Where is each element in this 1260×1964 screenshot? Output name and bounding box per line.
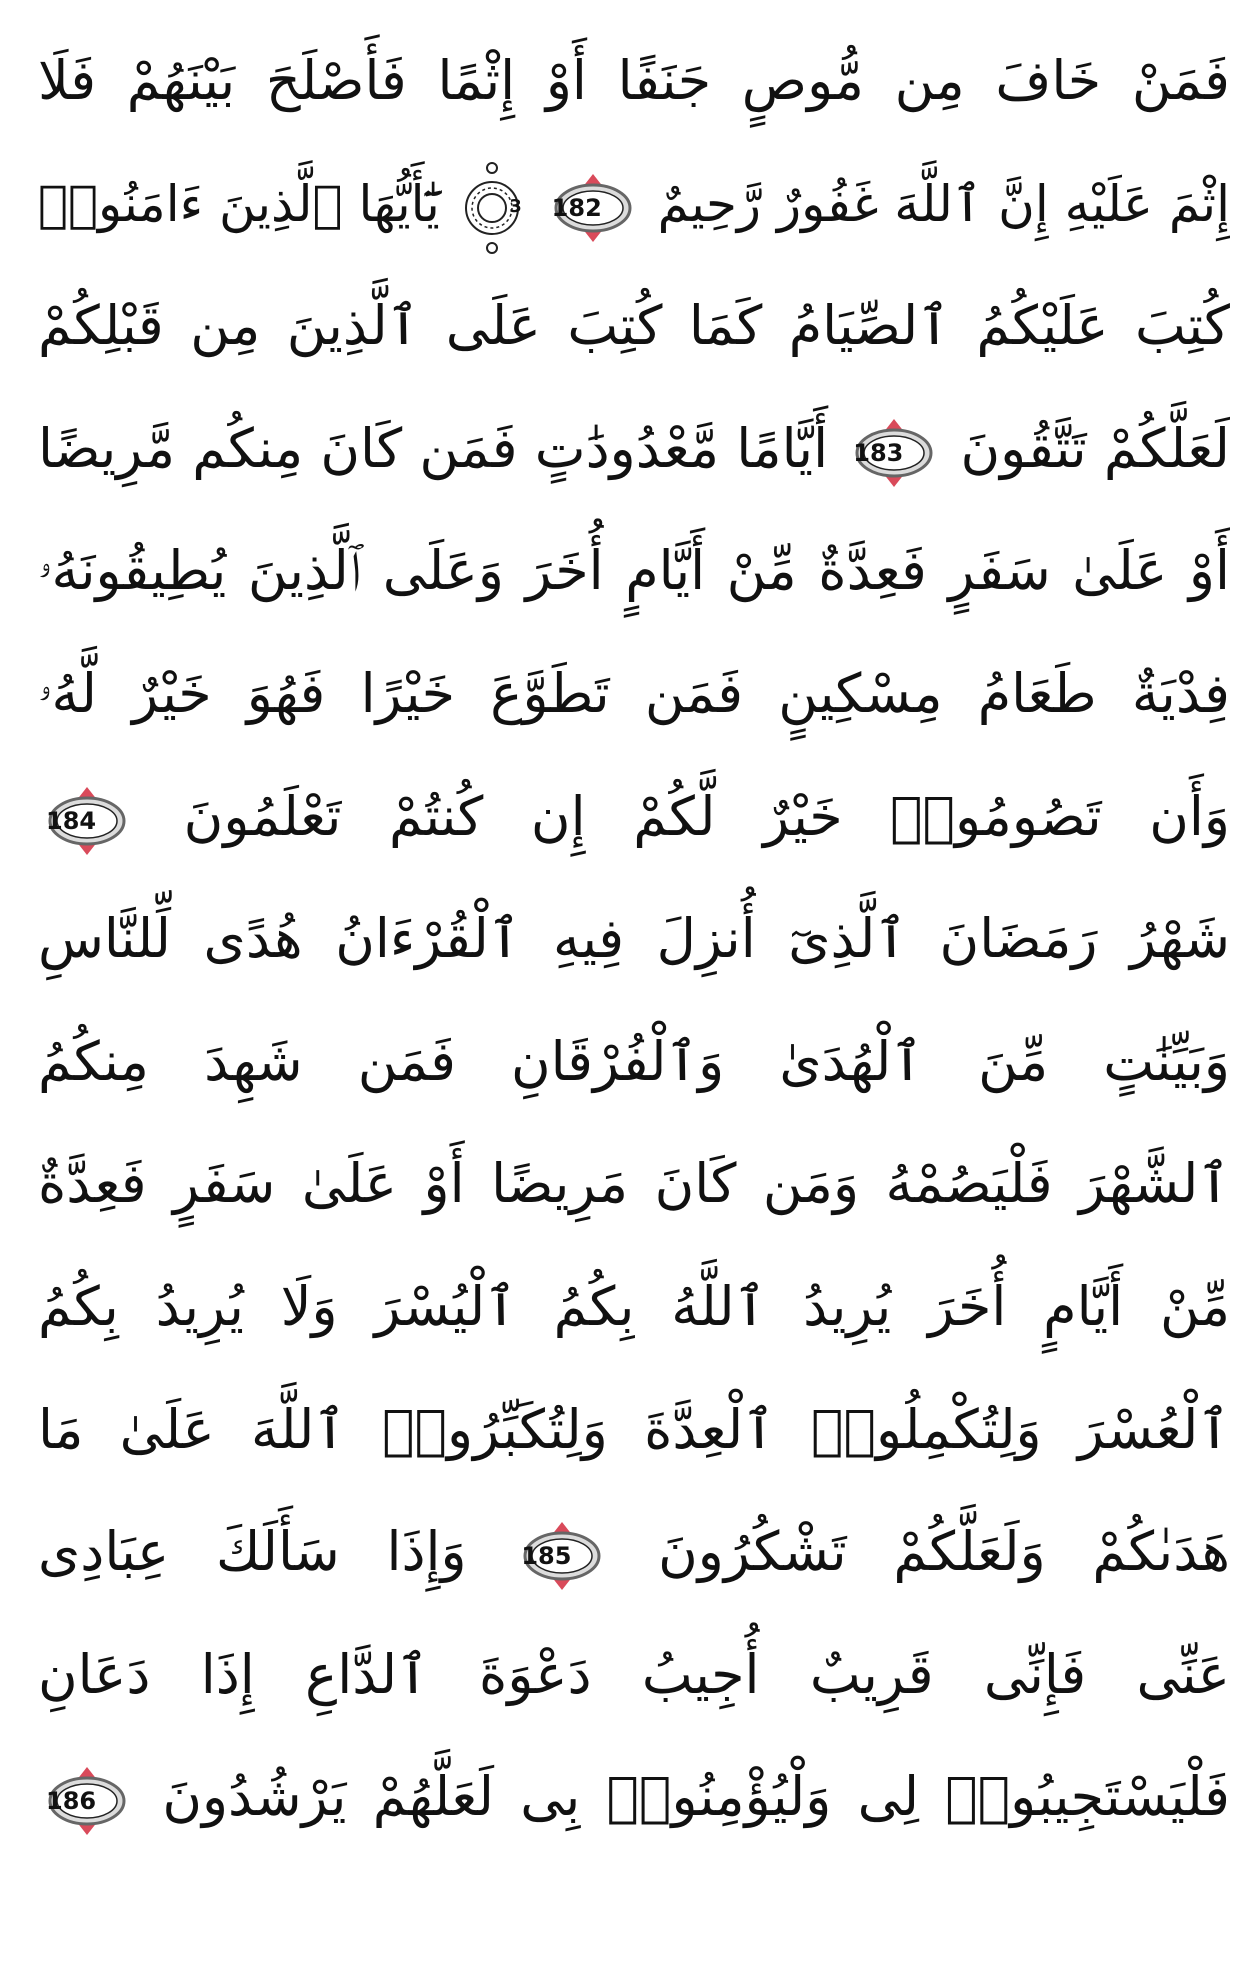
verse-text: شَهْرُ رَمَضَانَ ٱلَّذِىٓ أُنزِلَ فِيهِ ٱلْقُرْءَانُ هُدًى لِّلنَّاسِ (38, 907, 1230, 971)
quran-text-block (38, 20, 1230, 1859)
hizb-number: 3 (509, 195, 522, 217)
verse-text: ٱلشَّهْرَ فَلْيَصُمْهُ وَمَن كَانَ مَرِيضًا أَوْ عَلَىٰ سَفَرٍ فَعِدَّةٌ (38, 1152, 1230, 1216)
verse-text: فِدْيَةٌ طَعَامُ مِسْكِينٍ فَمَن تَطَوَّعَ خَيْرًا فَهُوَ خَيْرٌ لَّهُۥ (38, 661, 1230, 725)
text-line (38, 1246, 1230, 1369)
text-line (38, 1614, 1230, 1737)
verse-number: 186 (46, 1787, 97, 1816)
text-line (38, 1123, 1230, 1246)
verse-end-marker (521, 1520, 603, 1592)
verse-end-marker (853, 417, 935, 489)
verse-text: كُتِبَ عَلَيْكُمُ ٱلصِّيَامُ كَمَا كُتِبَ عَلَى ٱلَّذِينَ مِن قَبْلِكُمْ (38, 294, 1230, 358)
verse-number: 182 (551, 193, 602, 222)
text-line (38, 20, 1230, 143)
text-line (38, 878, 1230, 1001)
verse-end-marker (46, 785, 128, 857)
verse-text: إِثْمَ عَلَيْهِ إِنَّ ٱللَّهَ غَفُورٌ رَّحِيمٌ (657, 174, 1230, 233)
verse-text: فَمَنْ خَافَ مِن مُّوصٍ جَنَفًا أَوْ إِثْمًا فَأَصْلَحَ بَيْنَهُمْ فَلَا (38, 49, 1230, 112)
verse-text: وَإِذَا سَأَلَكَ عِبَادِى (38, 1520, 467, 1584)
verse-text: وَبَيِّنَٰتٍ مِّنَ ٱلْهُدَىٰ وَٱلْفُرْقَانِ فَمَن شَهِدَ مِنكُمُ (38, 1029, 1230, 1093)
hizb-bottom-finial (487, 243, 497, 253)
text-line (38, 143, 1230, 266)
verse-text: فَلْيَسْتَجِيبُوا۟ لِى وَلْيُؤْمِنُوا۟ بِى لَعَلَّهُمْ يَرْشُدُونَ (162, 1765, 1230, 1829)
text-line (38, 1001, 1230, 1124)
text-line (38, 1491, 1230, 1614)
verse-number: 185 (521, 1542, 572, 1571)
verse-end-marker (46, 1765, 128, 1837)
verse-text: مِّنْ أَيَّامٍ أُخَرَ يُرِيدُ ٱللَّهُ بِكُمُ ٱلْيُسْرَ وَلَا يُرِيدُ بِكُمُ (38, 1274, 1230, 1338)
text-line (38, 510, 1230, 633)
hizb-marker (462, 158, 522, 258)
text-line (38, 265, 1230, 388)
verse-text: هَدَىٰكُمْ وَلَعَلَّكُمْ تَشْكُرُونَ (658, 1520, 1230, 1584)
verse-text: يَٰٓأَيُّهَا ٱلَّذِينَ ءَامَنُوا۟ (38, 174, 440, 233)
text-line (38, 633, 1230, 756)
verse-number: 184 (46, 806, 97, 835)
verse-end-marker (552, 172, 634, 244)
verse-number: 183 (853, 438, 904, 467)
hizb-top-finial (487, 163, 497, 173)
verse-text: ٱلْعُسْرَ وَلِتُكْمِلُوا۟ ٱلْعِدَّةَ وَلِتُكَبِّرُوا۟ ٱللَّهَ عَلَىٰ مَا (38, 1397, 1230, 1461)
verse-text: أَوْ عَلَىٰ سَفَرٍ فَعِدَّةٌ مِّنْ أَيَّامٍ أُخَرَ وَعَلَى ٱلَّذِينَ يُطِيقُونَهُۥ (38, 539, 1230, 603)
text-line (38, 1736, 1230, 1859)
text-line (38, 1369, 1230, 1492)
verse-text: عَنِّى فَإِنِّى قَرِيبٌ أُجِيبُ دَعْوَةَ ٱلدَّاعِ إِذَا دَعَانِ (38, 1642, 1230, 1706)
verse-text: لَعَلَّكُمْ تَتَّقُونَ (960, 416, 1230, 480)
text-line (38, 756, 1230, 879)
verse-text: وَأَن تَصُومُوا۟ خَيْرٌ لَّكُمْ إِن كُنتُمْ تَعْلَمُونَ (183, 784, 1230, 848)
text-line (38, 388, 1230, 511)
verse-text: أَيَّامًا مَّعْدُودَٰتٍ فَمَن كَانَ مِنكُم مَّرِيضًا (38, 416, 829, 480)
